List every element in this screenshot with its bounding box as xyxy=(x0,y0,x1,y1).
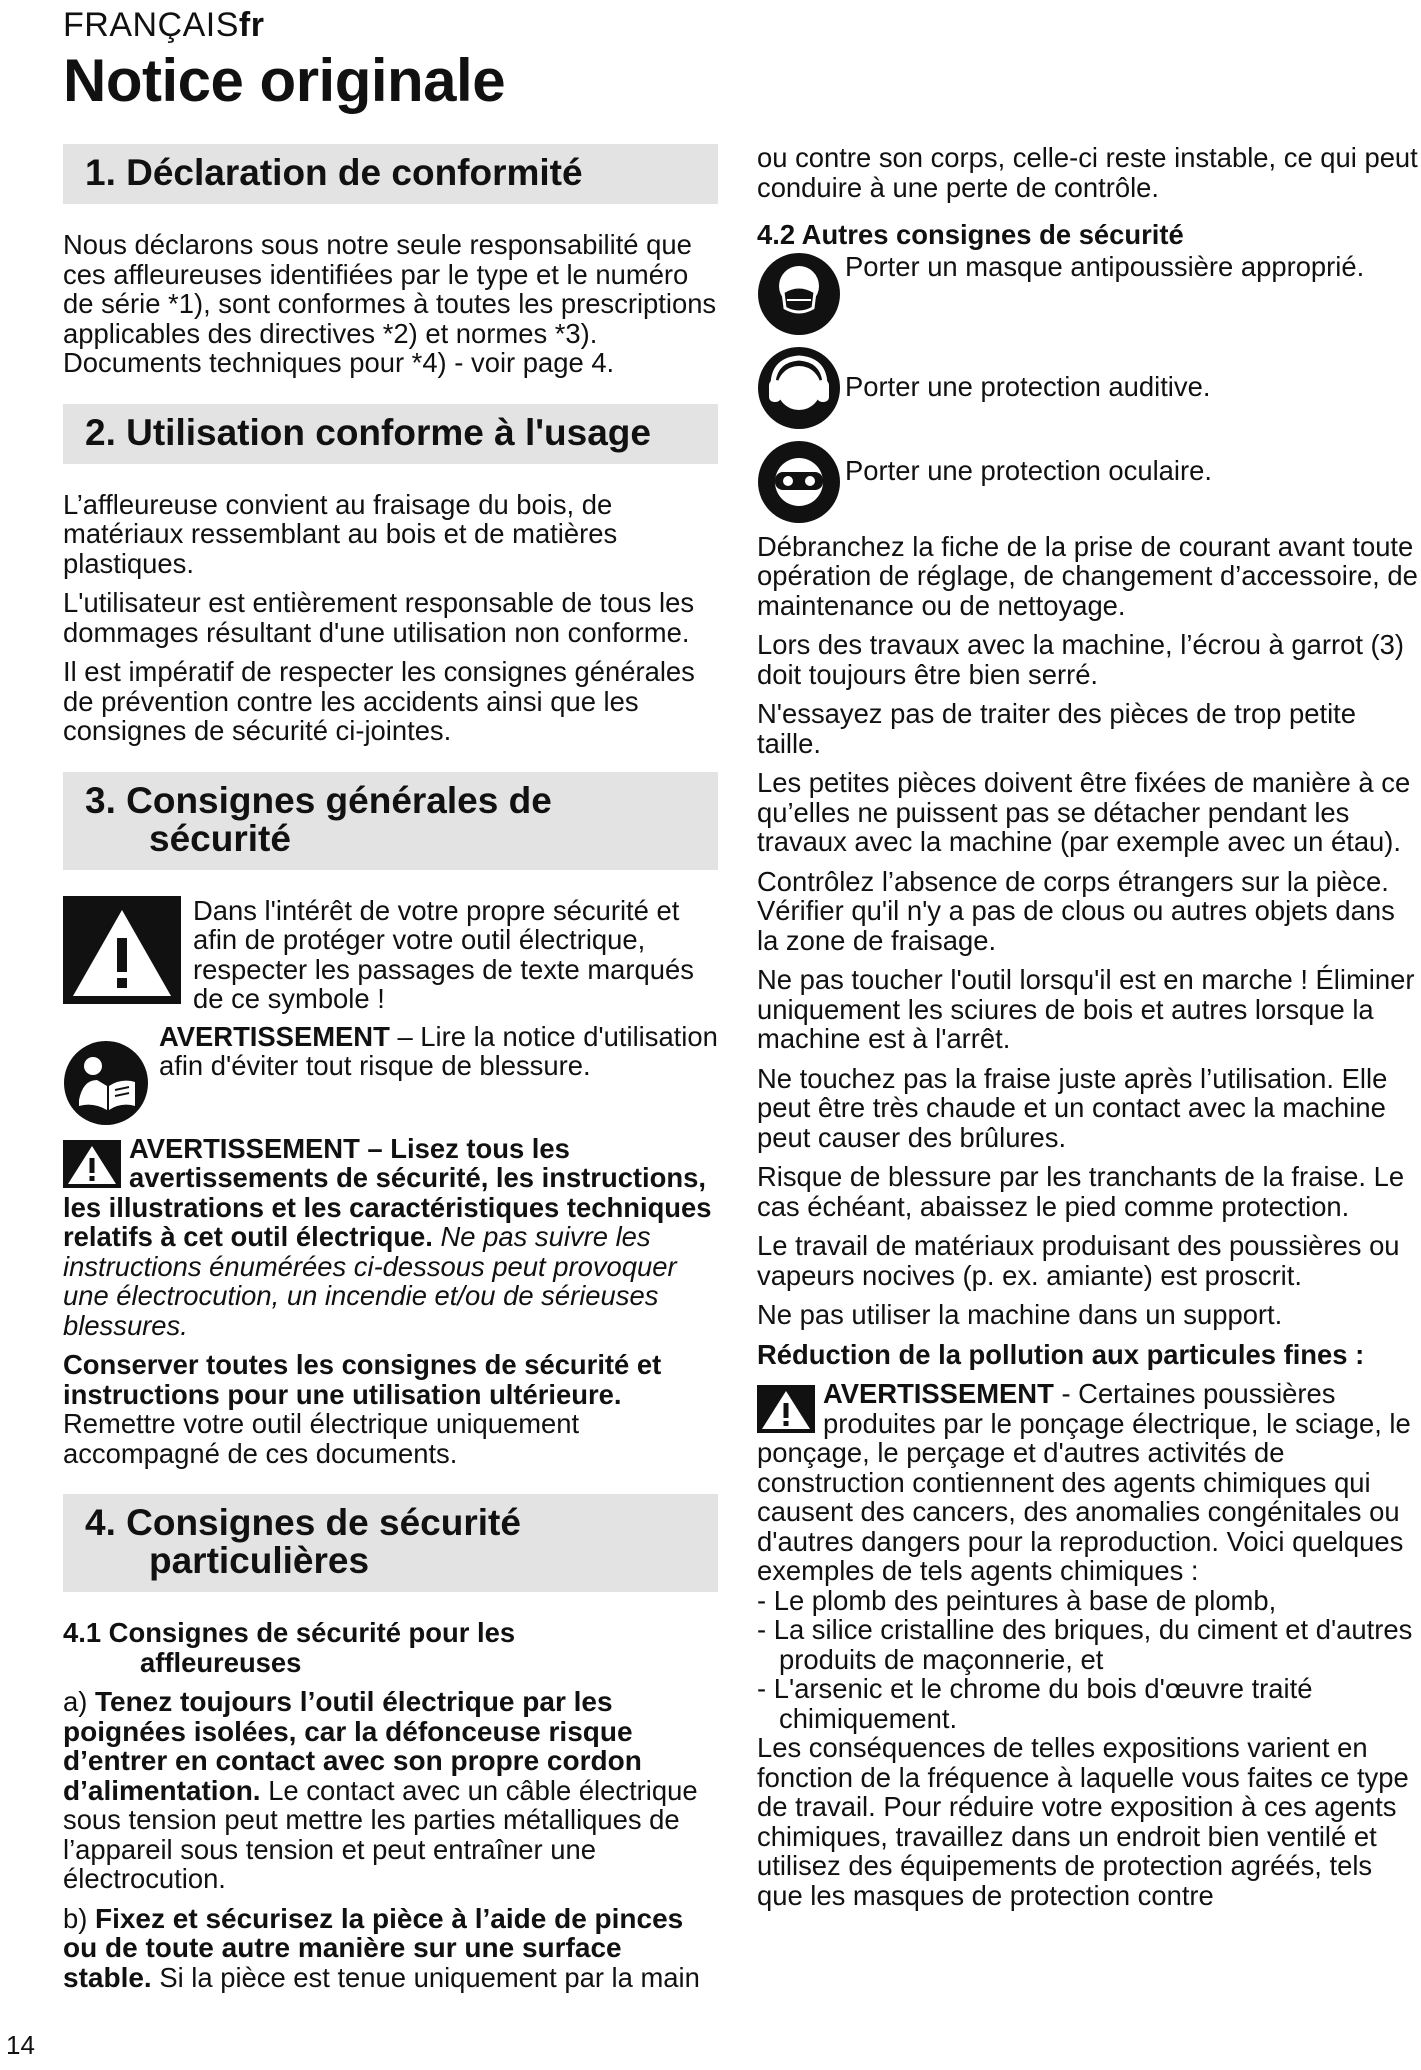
right-paragraph-2: Lors des travaux avec la machine, l’écrou à garrot (3) doit toujours être bien serré. xyxy=(757,629,1405,690)
section-1-heading: 1. Déclaration de conformité xyxy=(63,144,718,204)
warning-triangle-icon xyxy=(757,1385,815,1433)
right-paragraph-1: Débranchez la fiche de la prise de courant avant toute opération de réglage, de changement d’accessoire, de maintenance ou de nettoyage. xyxy=(757,530,1418,621)
section-2-text-1: L’affleureuse convient au fraisage du bois, de matériaux ressemblant au bois et de matières plastiques. xyxy=(63,488,618,579)
right-paragraph-6: Ne pas toucher l'outil lorsqu'il est en marche ! Éliminer uniquement les sciures de bois et autres lorsque la machine est à l'arrêt. xyxy=(757,964,1415,1054)
warning-triangle-icon xyxy=(63,1140,121,1188)
list-item: - La silice cristalline des briques, du ciment et d'autres produits de maçonnerie, et xyxy=(757,1614,1413,1675)
page-number: 14 xyxy=(6,2030,35,2060)
safety-symbol-text: Dans l'intérêt de votre propre sécurité et afin de protéger votre outil électrique, respecter les passages de texte marqués de ce symbole ! xyxy=(193,894,694,1014)
right-paragraph-4: Les petites pièces doivent être fixées de manière à ce qu’elles ne puissent pas se détacher pendant les travaux avec la machine (par exemple avec un étau). xyxy=(757,767,1411,857)
ear-protection-icon xyxy=(757,346,841,430)
read-manual-icon xyxy=(63,1040,149,1126)
section-2-text-2: L'utilisateur est entièrement responsable de tous les dommages résultant d'une utilisation non conforme. xyxy=(63,587,695,648)
page-title: Notice originale xyxy=(63,47,506,114)
dust-warning-paragraph: AVERTISSEMENT - Certaines poussières produites par le ponçage électrique, le sciage, le ponçage, le perçage et d'autres activités de construction contiennent des agents chimiques qui causent des cancers, des anomalies congénitales ou d'autres dangers pour la reproduction. Voici quelques exemples de tels agents chimiques : xyxy=(757,1378,1411,1586)
section-3-heading: 3. Consignes générales de sécurité xyxy=(63,772,718,870)
subsection-4-1-heading: 4.1 Consignes de sécurité pour les affleureuses xyxy=(63,1617,516,1678)
safety-symbol-row xyxy=(63,896,718,1014)
instruction-a: a) Tenez toujours l’outil électrique par les poignées isolées, car la défonceuse risque d’entrer en contact avec son propre cordon d’alimentation. Le contact avec un câble électrique sous tension peut mettre les parties métalliques de l’appareil sous tension et peut entraîner une électrocution. xyxy=(63,1686,698,1894)
ppe-ear-text: Porter une protection auditive. xyxy=(845,370,1211,402)
list-item: - Le plomb des peintures à base de plomb, xyxy=(757,1584,1277,1616)
ppe-mask-text: Porter un masque antipoussière approprié. xyxy=(845,250,1365,282)
read-manual-row xyxy=(63,1022,718,1126)
section-2-text-3: Il est impératif de respecter les consignes générales de prévention contre les accidents ainsi que les consignes de sécurité ci-jointes. xyxy=(63,656,695,746)
right-column xyxy=(757,143,1418,1920)
ppe-ear-row xyxy=(757,346,1418,430)
right-paragraph-5: Contrôlez l’absence de corps étrangers sur la pièce. Vérifier qu'il n'y a pas de clous ou autres objets dans la zone de fraisage. xyxy=(757,865,1395,956)
ppe-mask-row xyxy=(757,252,1418,336)
eye-protection-icon xyxy=(757,440,841,524)
right-paragraph-8: Risque de blessure par les tranchants de la fraise. Le cas échéant, abaissez le pied comme protection. xyxy=(757,1161,1405,1222)
right-paragraph-3: N'essayez pas de traiter des pièces de trop petite taille. xyxy=(757,698,1357,759)
right-paragraph-7: Ne touchez pas la fraise juste après l’utilisation. Elle peut être très chaude et un contact avec la machine peut causer des brûlures. xyxy=(757,1062,1388,1153)
section-4-heading: 4. Consignes de sécurité particulières xyxy=(63,1494,718,1592)
section-1-text: Nous déclarons sous notre seule responsabilité que ces affleureuses identifiées par le type et le numéro de série *1), sont conformes à toutes les prescriptions applicables des directives *2) et normes *3). Documents techniques pour *4) - voir page 4. xyxy=(63,229,717,378)
keep-instructions-paragraph: Conserver toutes les consignes de sécurité et instructions pour une utilisation ultérieure. Remettre votre outil électrique uniquement accompagné de ces documents. xyxy=(63,1349,662,1469)
ppe-eye-row xyxy=(757,440,1418,524)
general-warning-paragraph: AVERTISSEMENT – Lisez tous les avertissements de sécurité, les instructions, les illustrations et les caractéristiques techniques relatifs à cet outil électrique. Ne pas suivre les instructions énumérées ci-dessous peut provoquer une électrocution, un incendie et/ou de sérieuses blessures. xyxy=(63,1132,712,1341)
right-paragraph-10: Ne pas utiliser la machine dans un support. xyxy=(757,1299,1283,1330)
list-item: - L'arsenic et le chrome du bois d'œuvre traité chimiquement. xyxy=(757,1673,1313,1734)
language-label: FRANÇAISfr xyxy=(63,6,265,44)
language-code: fr xyxy=(238,6,265,44)
ppe-eye-text: Porter une protection oculaire. xyxy=(845,454,1212,486)
read-manual-text: AVERTISSEMENT – Lire la notice d'utilisation afin d'éviter tout risque de blessure. xyxy=(159,1020,718,1081)
right-paragraph-9: Le travail de matériaux produisant des poussières ou vapeurs nocives (p. ex. amiante) est proscrit. xyxy=(757,1230,1400,1291)
dust-reduction-heading: Réduction de la pollution aux particules fines : xyxy=(757,1338,1365,1370)
dust-mask-icon xyxy=(757,252,841,336)
section-2-heading: 2. Utilisation conforme à l'usage xyxy=(63,404,718,464)
subsection-4-2-heading: 4.2 Autres consignes de sécurité xyxy=(757,219,1184,250)
warning-triangle-icon xyxy=(63,896,181,1004)
consequences-paragraph: Les conséquences de telles expositions varient en fonction de la fréquence à laquelle vous faites ce type de travail. Pour réduire votre exposition à ces agents chimiques, travaillez dans un endroit bien ventilé et utilisez des équipements de protection agréés, tels que les masques de protection contre xyxy=(757,1732,1409,1911)
instruction-b: b) Fixez et sécurisez la pièce à l’aide de pinces ou de toute autre manière sur une surface stable. Si la pièce est tenue uniquement par la main xyxy=(63,1902,700,1993)
left-column xyxy=(63,140,718,2002)
continued-text: ou contre son corps, celle-ci reste instable, ce qui peut conduire à une perte de contrôle. xyxy=(757,142,1418,203)
